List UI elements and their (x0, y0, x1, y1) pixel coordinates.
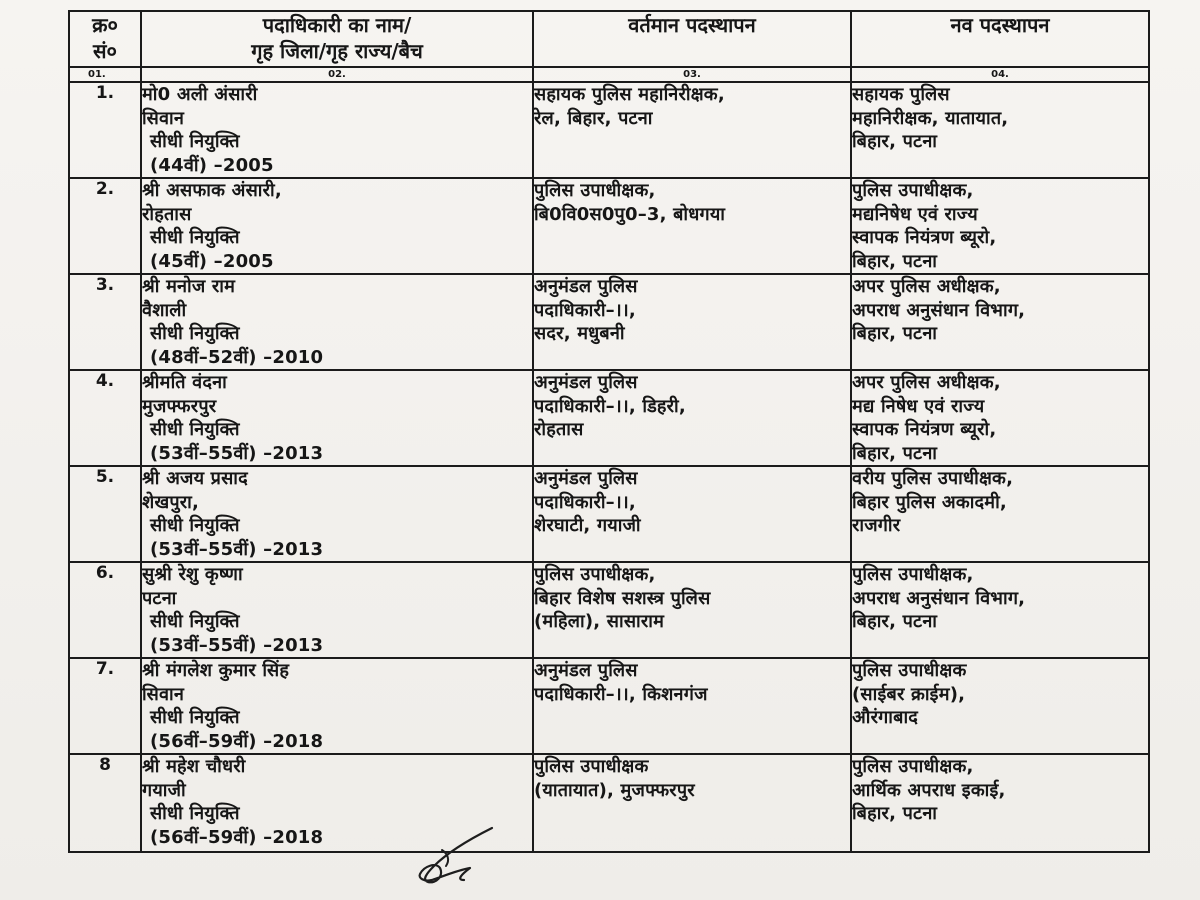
current-posting-line: रेल, बिहार, पटना (534, 107, 653, 129)
officer-details-line: सीधी नियुक्ति (150, 323, 240, 344)
current-posting-line: अनुमंडल पुलिस (534, 276, 638, 297)
serial-number: 1. (69, 82, 141, 178)
current-posting-line: अनुमंडल पुलिस (534, 372, 638, 393)
new-posting (851, 274, 1149, 370)
officer-details-line: सीधी नियुक्ति (150, 611, 240, 632)
current-posting-line: सहायक पुलिस महानिरीक्षक, (534, 84, 725, 105)
header-serial-number: क्र० सं० (69, 11, 141, 67)
current-posting (533, 370, 851, 466)
table-row (69, 82, 1149, 178)
table-row (69, 178, 1149, 274)
officer-details-line: (44वीं) –2005 (150, 154, 274, 176)
current-posting-line: पदाधिकारी–।।, (534, 491, 636, 513)
officer-details (141, 370, 533, 466)
current-posting-line: (यातायात), मुजफ्फरपुर (534, 779, 695, 801)
current-posting-line: (महिला), सासाराम (534, 611, 665, 632)
current-posting (533, 178, 851, 274)
officer-details-line: सीधी नियुक्ति (150, 419, 240, 440)
new-posting-line: स्वापक नियंत्रण ब्यूरो, (852, 227, 997, 248)
column-number-2: 02. (141, 67, 533, 82)
header-officer-details: पदाधिकारी का नाम/ गृह जिला/गृह राज्य/बैच (141, 11, 533, 67)
new-posting-line: अपराध अनुसंधान विभाग, (852, 299, 1026, 321)
officer-details (141, 274, 533, 370)
new-posting (851, 562, 1149, 658)
officer-details-line: सीधी नियुक्ति (150, 515, 240, 536)
serial-number: 8 (69, 754, 141, 852)
new-posting-line: (साईबर क्राईम), (852, 683, 966, 705)
officer-details-line: सीधी नियुक्ति (150, 131, 240, 152)
new-posting (851, 466, 1149, 562)
current-posting (533, 274, 851, 370)
new-posting-line: पुलिस उपाधीक्षक, (852, 180, 974, 201)
current-posting-line: रोहतास (534, 419, 584, 440)
column-number-row (69, 67, 1149, 82)
current-posting-line: सदर, मधुबनी (534, 323, 625, 344)
header-new-posting: नव पदस्थापन (851, 11, 1149, 67)
new-posting-line: वरीय पुलिस उपाधीक्षक, (852, 468, 1014, 489)
current-posting (533, 658, 851, 754)
new-posting-line: स्वापक नियंत्रण ब्यूरो, (852, 419, 997, 440)
new-posting (851, 82, 1149, 178)
officer-details-line: (53वीं–55वीं) –2013 (150, 634, 324, 656)
officer-details-line: श्री महेश चौधरी (142, 756, 246, 777)
new-posting-line: पुलिस उपाधीक्षक (852, 660, 967, 681)
column-number-3: 03. (533, 67, 851, 82)
officer-details-line: सीधी नियुक्ति (150, 227, 240, 248)
current-posting-line: पदाधिकारी–।।, किशनगंज (534, 683, 708, 705)
current-posting-line: बि0वि0स0पु0–3, बोधगया (534, 203, 726, 225)
new-posting-line: बिहार, पटना (852, 323, 938, 344)
officer-details-line: वैशाली (142, 299, 187, 321)
new-posting-line: महानिरीक्षक, यातायात, (852, 107, 1009, 129)
serial-number: 6. (69, 562, 141, 658)
new-posting (851, 370, 1149, 466)
current-posting-line: शेरघाटी, गयाजी (534, 515, 641, 536)
current-posting-line: पदाधिकारी–।।, डिहरी, (534, 395, 686, 417)
officer-details-line: (53वीं–55वीं) –2013 (150, 442, 324, 464)
officer-details-line: सीधी नियुक्ति (150, 707, 240, 728)
serial-number: 7. (69, 658, 141, 754)
current-posting-line: अनुमंडल पुलिस (534, 660, 638, 681)
new-posting (851, 754, 1149, 852)
table-row (69, 562, 1149, 658)
officer-details-line: मुजफ्फरपुर (142, 395, 217, 417)
column-number-4: 04. (851, 67, 1149, 82)
column-number-1: 01. (69, 67, 141, 82)
new-posting-line: पुलिस उपाधीक्षक, (852, 756, 974, 777)
current-posting (533, 562, 851, 658)
officer-details-line: शेखपुरा, (142, 491, 200, 513)
handwritten-signature (412, 822, 502, 888)
new-posting-line: आर्थिक अपराध इकाई, (852, 779, 1006, 801)
new-posting-line: अपर पुलिस अधीक्षक, (852, 276, 1001, 297)
table-row (69, 754, 1149, 852)
officer-details-line: गयाजी (142, 779, 186, 801)
header-current-posting: वर्तमान पदस्थापन (533, 11, 851, 67)
officer-details-line: श्री अजय प्रसाद (142, 468, 248, 489)
current-posting-line: बिहार विशेष सशस्त्र पुलिस (534, 587, 711, 609)
table-row (69, 274, 1149, 370)
table-row (69, 370, 1149, 466)
current-posting-line: पुलिस उपाधीक्षक (534, 756, 649, 777)
new-posting-line: अपराध अनुसंधान विभाग, (852, 587, 1026, 609)
table-row (69, 658, 1149, 754)
new-posting-line: मद्यनिषेध एवं राज्य (852, 203, 978, 225)
new-posting (851, 658, 1149, 754)
officer-details-line: पटना (142, 587, 177, 609)
new-posting-line: राजगीर (852, 515, 901, 536)
table-header-row (69, 11, 1149, 67)
current-posting-line: पदाधिकारी–।।, (534, 299, 636, 321)
officer-details-line: रोहतास (142, 203, 192, 225)
serial-number: 5. (69, 466, 141, 562)
officer-details-line: श्रीमति वंदना (142, 372, 227, 393)
serial-number: 4. (69, 370, 141, 466)
officer-details-line: (45वीं) –2005 (150, 250, 274, 272)
officer-details-line: सिवान (142, 683, 185, 705)
table-body (69, 82, 1149, 852)
new-posting-line: बिहार पुलिस अकादमी, (852, 491, 1007, 513)
new-posting-line: बिहार, पटना (852, 131, 938, 152)
officer-details-line: मो0 अली अंसारी (142, 84, 258, 105)
officer-details (141, 178, 533, 274)
new-posting-line: मद्य निषेध एवं राज्य (852, 395, 985, 417)
officer-details-line: (56वीं–59वीं) –2018 (150, 826, 324, 848)
serial-number: 3. (69, 274, 141, 370)
current-posting (533, 754, 851, 852)
officer-details-line: (48वीं–52वीं) –2010 (150, 346, 324, 368)
officer-details-line: सिवान (142, 107, 185, 129)
current-posting-line: पुलिस उपाधीक्षक, (534, 564, 656, 585)
new-posting-line: अपर पुलिस अधीक्षक, (852, 372, 1001, 393)
current-posting-line: पुलिस उपाधीक्षक, (534, 180, 656, 201)
new-posting-line: बिहार, पटना (852, 442, 938, 464)
officer-details (141, 82, 533, 178)
new-posting-line: औरंगाबाद (852, 707, 919, 728)
officer-details (141, 658, 533, 754)
officer-details-line: श्री असफाक अंसारी, (142, 180, 282, 201)
new-posting (851, 178, 1149, 274)
officer-details-line: श्री मनोज राम (142, 276, 236, 297)
current-posting (533, 466, 851, 562)
officer-details-line: (56वीं–59वीं) –2018 (150, 730, 324, 752)
officer-details-line: सीधी नियुक्ति (150, 803, 240, 824)
new-posting-line: बिहार, पटना (852, 250, 938, 272)
current-posting-line: अनुमंडल पुलिस (534, 468, 638, 489)
officer-details (141, 466, 533, 562)
officer-details-line: सुश्री रेशु कृष्णा (142, 564, 243, 585)
serial-number: 2. (69, 178, 141, 274)
current-posting (533, 82, 851, 178)
new-posting-line: सहायक पुलिस (852, 84, 950, 105)
new-posting-line: पुलिस उपाधीक्षक, (852, 564, 974, 585)
transfer-order-table (68, 10, 1150, 853)
officer-details-line: (53वीं–55वीं) –2013 (150, 538, 324, 560)
officer-details-line: श्री मंगलेश कुमार सिंह (142, 660, 290, 681)
officer-details (141, 562, 533, 658)
table-row (69, 466, 1149, 562)
new-posting-line: बिहार, पटना (852, 611, 938, 632)
new-posting-line: बिहार, पटना (852, 803, 938, 824)
